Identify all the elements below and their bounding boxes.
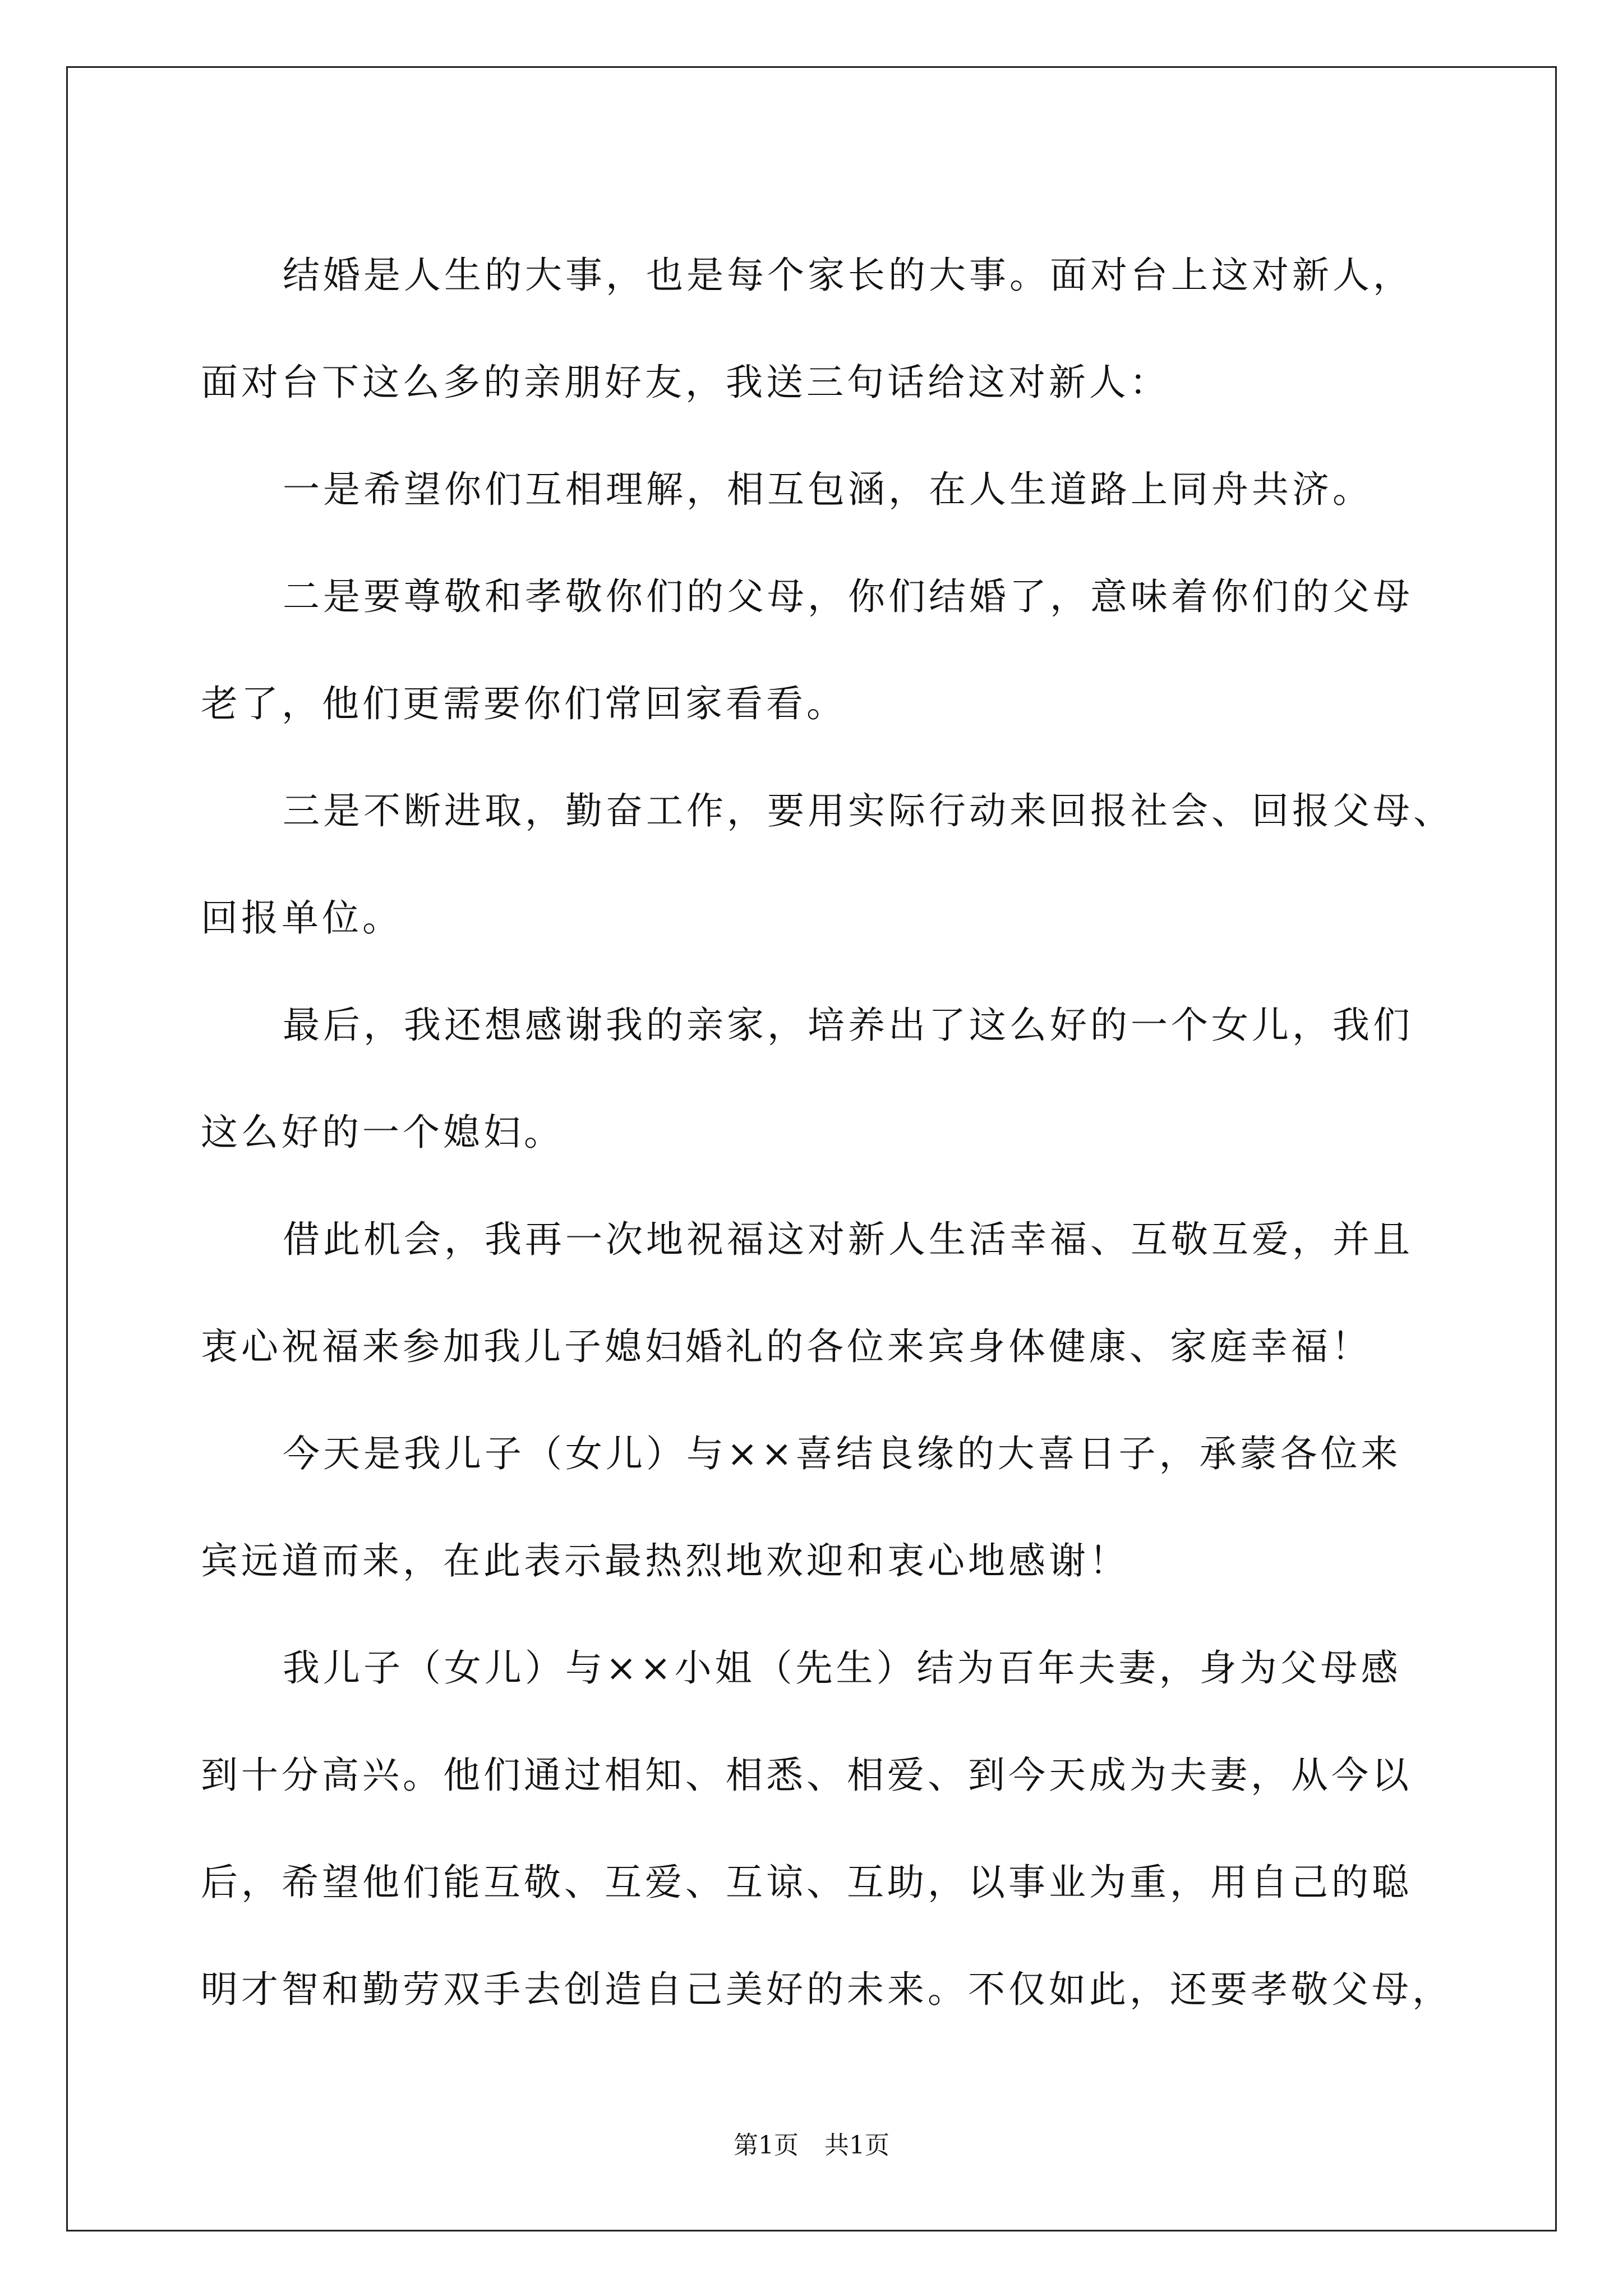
- text-line: 后，希望他们能互敬、互爱、互谅、互助，以事业为重，用自己的聪: [201, 1861, 1412, 1904]
- text-line: 宾远道而来，在此表示最热烈地欢迎和衷心地感谢！: [201, 1539, 1129, 1582]
- text-line: 老了，他们更需要你们常回家看看。: [201, 682, 847, 725]
- text-line: 面对台下这么多的亲朋好友，我送三句话给这对新人：: [201, 361, 1170, 404]
- text-line: 到十分高兴。他们通过相知、相悉、相爱、到今天成为夫妻，从今以: [201, 1754, 1412, 1797]
- page-number: 第1页: [734, 2131, 799, 2160]
- text-line: 二是要尊敬和孝敬你们的父母，你们结婚了，意味着你们的父母: [283, 575, 1413, 618]
- text-line: 今天是我儿子（女儿）与××喜结良缘的大喜日子，承蒙各位来: [283, 1432, 1401, 1475]
- text-line: 我儿子（女儿）与××小姐（先生）结为百年夫妻，身为父母感: [283, 1646, 1401, 1690]
- text-line: 明才智和勤劳双手去创造自己美好的未来。不仅如此，还要孝敬父母，: [201, 1968, 1453, 2011]
- page-total: 共1页: [824, 2131, 889, 2160]
- text-line: 结婚是人生的大事，也是每个家长的大事。面对台上这对新人，: [283, 254, 1413, 297]
- page-footer: [0, 2129, 1623, 2162]
- text-line: 衷心祝福来参加我儿子媳妇婚礼的各位来宾身体健康、家庭幸福！: [201, 1325, 1372, 1368]
- text-line: 一是希望你们互相理解，相互包涵，在人生道路上同舟共济。: [283, 468, 1373, 511]
- text-line: 回报单位。: [201, 896, 403, 940]
- text-line: 三是不断进取，勤奋工作，要用实际行动来回报社会、回报父母、: [283, 789, 1454, 832]
- text-line: 最后，我还想感谢我的亲家，培养出了这么好的一个女儿，我们: [283, 1004, 1413, 1047]
- text-line: 这么好的一个媳妇。: [201, 1111, 564, 1154]
- document-body: [201, 222, 1454, 2043]
- text-line: 借此机会，我再一次地祝福这对新人生活幸福、互敬互爱，并且: [283, 1218, 1413, 1261]
